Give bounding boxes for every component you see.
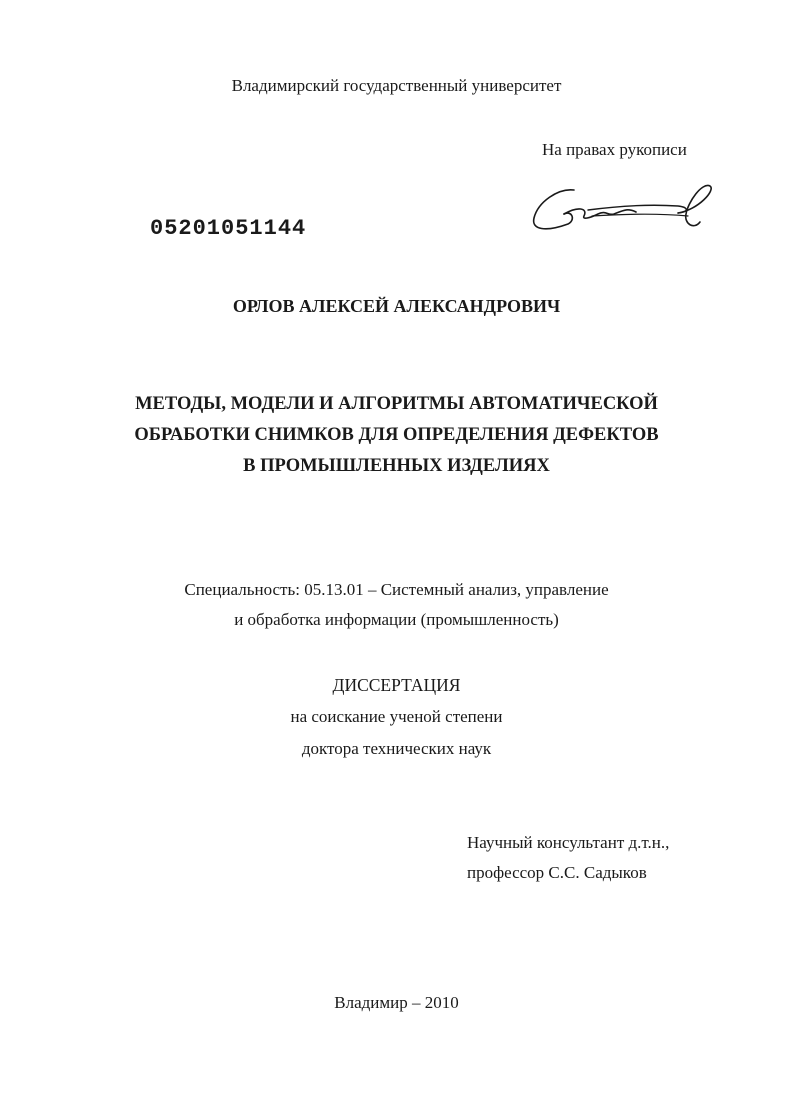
degree-line-2: доктора технических наук <box>301 739 492 758</box>
specialty-line-1: Специальность: 05.13.01 – Системный анализ, управление <box>184 580 609 599</box>
degree-line-1: на соискание ученой степени <box>290 707 503 726</box>
thesis-title-line-2: ОБРАБОТКИ СНИМКОВ ДЛЯ ОПРЕДЕЛЕНИЯ ДЕФЕКТОВ <box>134 425 659 445</box>
dissertation-label: ДИССЕРТАЦИЯ <box>332 675 461 695</box>
consultant-line-2: профессор С.С. Садыков <box>467 863 647 882</box>
specialty-line-2: и обработка информации (промышленность) <box>234 610 559 629</box>
institution-name: Владимирский государственный университет <box>231 76 562 95</box>
author-name: ОРЛОВ АЛЕКСЕЙ АЛЕКСАНДРОВИЧ <box>232 296 561 316</box>
manuscript-rights-note: На правах рукописи <box>542 140 687 159</box>
city-year: Владимир – 2010 <box>334 993 459 1012</box>
document-code: 05201051144 <box>150 216 307 241</box>
handwritten-signature <box>528 180 724 240</box>
consultant-line-1: Научный консультант д.т.н., <box>467 833 670 852</box>
thesis-title-line-1: МЕТОДЫ, МОДЕЛИ И АЛГОРИТМЫ АВТОМАТИЧЕСКОЙ <box>135 394 658 414</box>
thesis-title-line-3: В ПРОМЫШЛЕННЫХ ИЗДЕЛИЯХ <box>243 456 550 476</box>
